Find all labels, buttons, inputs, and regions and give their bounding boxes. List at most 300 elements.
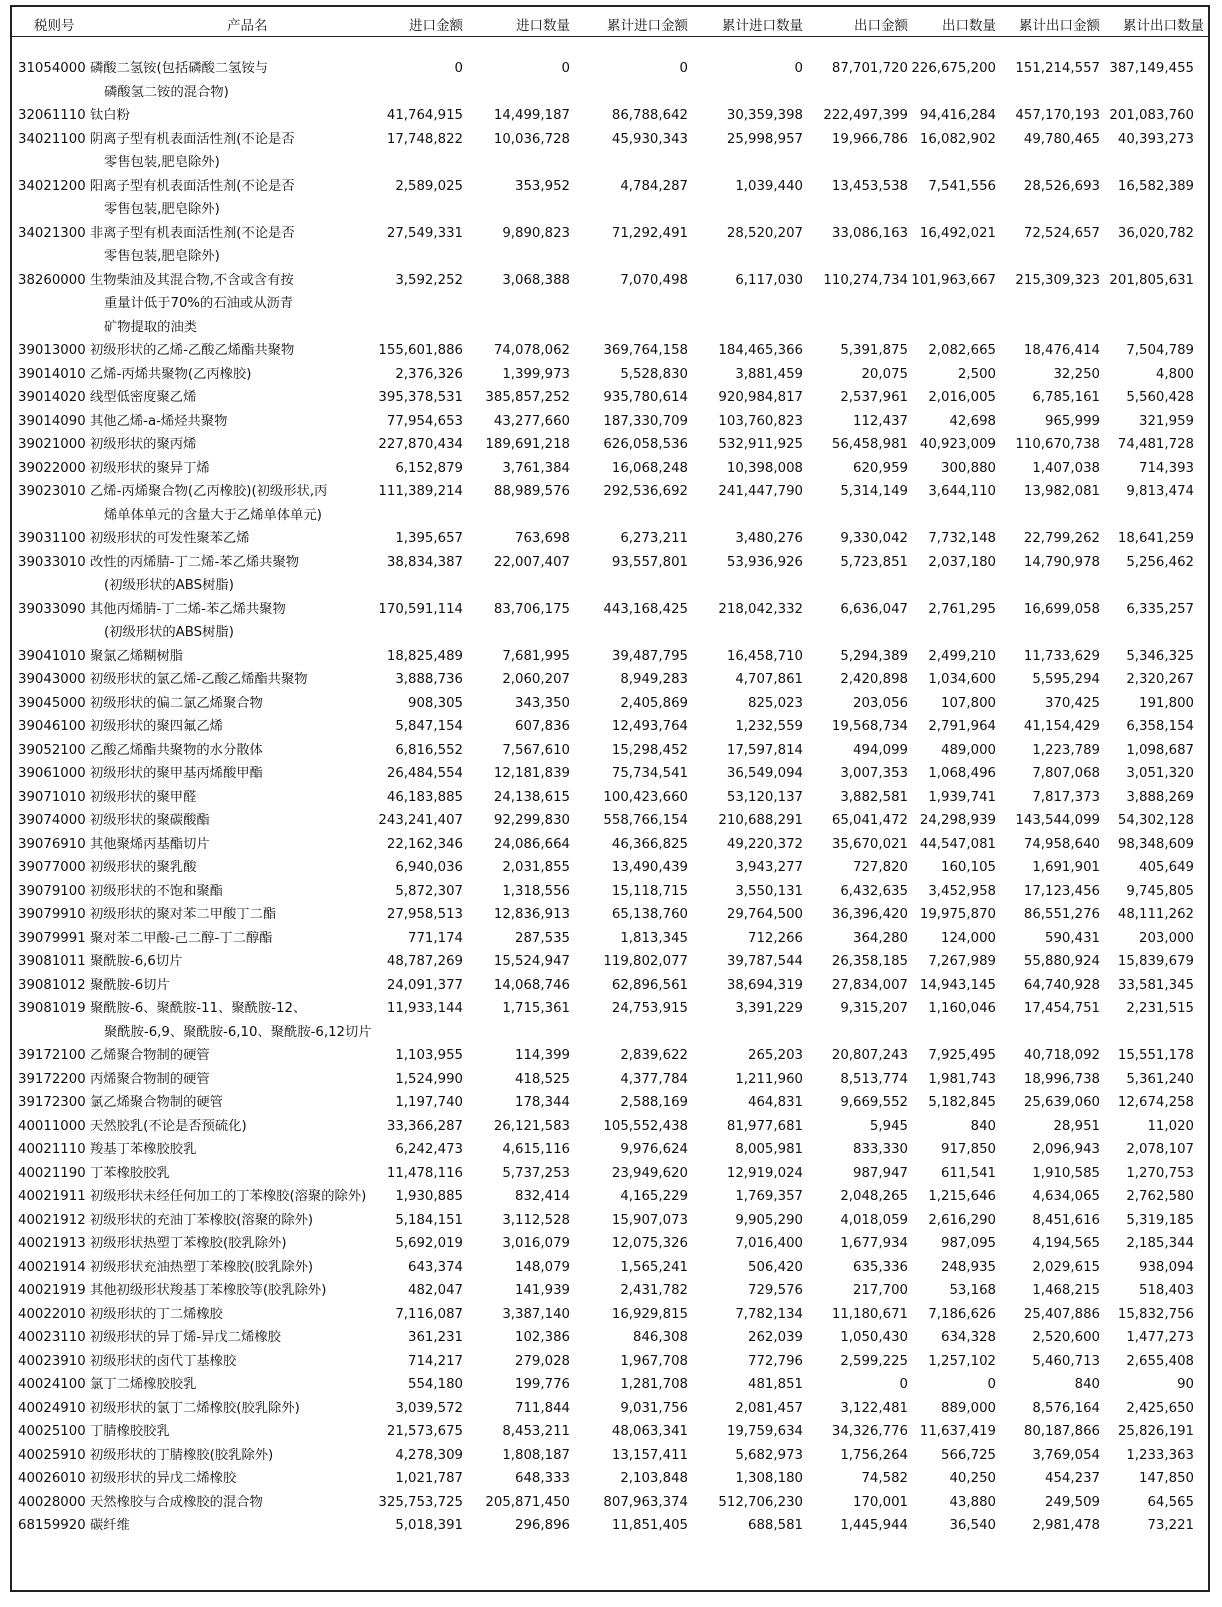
import-qty: 1,399,973 — [502, 366, 570, 382]
table-header — [12, 7, 1208, 37]
import-qty: 12,181,839 — [493, 766, 570, 781]
product-name — [90, 1091, 223, 1115]
cum-import-value: 5,528,830 — [620, 366, 688, 382]
tariff-code: 40021912 — [18, 1212, 86, 1228]
export-value: 5,294,389 — [840, 648, 908, 664]
export-qty: 566,725 — [941, 1447, 996, 1463]
product-name-line: 初级形状的丁二烯橡胶 — [90, 1306, 223, 1322]
cum-import-value: 62,896,561 — [611, 977, 688, 993]
tariff-code: 68159920 — [18, 1518, 86, 1533]
cum-import-qty: 688,581 — [748, 1518, 803, 1533]
cum-export-value: 86,551,276 — [1023, 907, 1100, 922]
cum-export-qty: 2,655,408 — [1126, 1353, 1194, 1369]
export-value: 33,086,163 — [831, 225, 908, 241]
cum-export-value: 72,524,657 — [1023, 225, 1100, 241]
product-name — [90, 128, 295, 175]
import-value: 3,039,572 — [395, 1400, 463, 1416]
product-name — [90, 269, 294, 340]
import-qty: 287,535 — [515, 930, 570, 946]
cum-import-qty: 5,682,973 — [735, 1447, 803, 1463]
cum-import-value: 16,929,815 — [611, 1306, 688, 1322]
cum-import-value: 4,784,287 — [620, 178, 688, 194]
tariff-code: 39014010 — [18, 366, 86, 382]
cum-export-value: 3,769,054 — [1032, 1447, 1100, 1463]
import-qty: 1,715,361 — [502, 1001, 570, 1016]
import-qty: 88,989,576 — [493, 484, 570, 499]
tariff-code: 40023910 — [18, 1353, 86, 1369]
cum-export-value: 2,096,943 — [1032, 1142, 1100, 1157]
tariff-code: 40025100 — [18, 1424, 86, 1439]
export-qty: 917,850 — [941, 1142, 996, 1157]
product-name — [90, 809, 210, 833]
cum-import-qty: 53,120,137 — [726, 789, 803, 805]
cum-import-value: 11,851,405 — [611, 1518, 688, 1533]
product-name-line: 其他初级形状羧基丁苯橡胶等(胶乳除外) — [90, 1283, 327, 1298]
cum-export-value: 4,634,065 — [1032, 1189, 1100, 1204]
export-qty: 1,981,743 — [928, 1071, 996, 1087]
tariff-code: 39076910 — [18, 836, 86, 852]
cum-import-value: 369,764,158 — [603, 343, 688, 358]
product-name-line: 改性的丙烯腈-丁二烯-苯乙烯共聚物 — [90, 554, 300, 570]
import-value: 5,692,019 — [395, 1236, 463, 1251]
export-value: 36,396,420 — [831, 907, 908, 922]
export-value: 222,497,399 — [823, 108, 908, 123]
cum-import-value: 935,780,614 — [603, 390, 688, 405]
product-name — [90, 1373, 196, 1397]
cum-export-qty: 64,565 — [1147, 1494, 1194, 1510]
product-name-line: 初级形状充油热塑丁苯橡胶(胶乳除外) — [90, 1259, 314, 1275]
export-qty: 14,943,145 — [919, 977, 996, 993]
product-name-line: 矿物提取的油类 — [104, 319, 198, 335]
import-qty: 7,681,995 — [502, 648, 570, 664]
product-name-line: 零售包装,肥皂除外) — [104, 202, 220, 217]
cum-import-qty: 265,203 — [748, 1048, 803, 1063]
cum-import-value: 1,813,345 — [620, 930, 688, 946]
header-cum-export-qty: 累计出口数量 — [1123, 18, 1204, 34]
cum-import-value: 13,490,439 — [611, 860, 688, 875]
export-qty: 7,732,148 — [928, 531, 996, 546]
cum-import-qty: 920,984,817 — [718, 390, 803, 405]
export-value: 26,358,185 — [831, 954, 908, 969]
product-name-line: 初级形状的聚碳酸酯 — [90, 813, 210, 828]
export-qty: 634,328 — [941, 1330, 996, 1345]
cum-import-value: 100,423,660 — [603, 789, 688, 805]
import-qty: 832,414 — [515, 1189, 570, 1204]
product-name-line: 零售包装,肥皂除外) — [104, 249, 220, 264]
import-qty: 83,706,175 — [493, 601, 570, 617]
export-value: 9,315,207 — [840, 1001, 908, 1016]
cum-export-qty: 5,346,325 — [1126, 648, 1194, 664]
cum-import-value: 2,588,169 — [620, 1095, 688, 1110]
cum-import-value: 75,734,541 — [611, 766, 688, 781]
import-qty: 26,121,583 — [493, 1118, 570, 1134]
export-value: 5,391,875 — [840, 343, 908, 358]
export-qty: 3,452,958 — [928, 883, 996, 899]
cum-export-qty: 48,111,262 — [1117, 907, 1194, 922]
import-qty: 178,344 — [515, 1095, 570, 1110]
export-qty: 987,095 — [941, 1236, 996, 1251]
cum-export-value: 80,187,866 — [1023, 1424, 1100, 1439]
export-qty: 2,616,290 — [928, 1212, 996, 1228]
cum-export-value: 454,237 — [1045, 1471, 1100, 1486]
cum-export-value: 2,981,478 — [1032, 1518, 1100, 1533]
cum-export-qty: 1,233,363 — [1126, 1447, 1194, 1463]
cum-import-qty: 7,016,400 — [735, 1236, 803, 1251]
export-value: 3,882,581 — [840, 789, 908, 805]
tariff-code: 39081012 — [18, 977, 86, 993]
product-name-line: 初级形状的氯丁二烯橡胶(胶乳除外) — [90, 1400, 300, 1416]
export-qty: 0 — [987, 1377, 996, 1392]
export-qty: 611,541 — [941, 1165, 996, 1181]
product-name-line: 零售包装,肥皂除外) — [104, 155, 220, 170]
export-qty: 11,637,419 — [919, 1424, 996, 1439]
cum-import-value: 12,493,764 — [611, 719, 688, 734]
import-qty: 3,016,079 — [502, 1236, 570, 1251]
product-name — [90, 880, 223, 904]
tariff-code: 40021919 — [18, 1283, 86, 1298]
cum-export-value: 7,817,373 — [1032, 789, 1100, 805]
export-qty: 1,068,496 — [928, 766, 996, 781]
tariff-code: 34021100 — [18, 131, 86, 147]
export-value: 87,701,720 — [831, 61, 908, 76]
import-value: 6,242,473 — [395, 1142, 463, 1157]
cum-export-qty: 73,221 — [1147, 1518, 1194, 1533]
product-name-line: 初级形状的聚乳酸 — [90, 860, 197, 875]
export-value: 112,437 — [853, 413, 908, 429]
product-name — [90, 386, 196, 410]
cum-import-qty: 25,998,957 — [726, 131, 803, 147]
tariff-code: 40028000 — [18, 1494, 86, 1510]
import-value: 1,930,885 — [395, 1189, 463, 1204]
export-qty: 36,540 — [949, 1518, 996, 1533]
cum-export-value: 7,807,068 — [1032, 766, 1100, 781]
product-name — [90, 1514, 130, 1538]
cum-import-value: 71,292,491 — [611, 225, 688, 241]
cum-import-value: 1,565,241 — [620, 1259, 688, 1275]
export-value: 203,056 — [853, 695, 908, 711]
import-qty: 1,808,187 — [502, 1447, 570, 1463]
cum-export-value: 32,250 — [1053, 366, 1100, 382]
export-value: 2,420,898 — [840, 672, 908, 687]
import-value: 714,217 — [408, 1353, 463, 1369]
export-qty: 889,000 — [941, 1400, 996, 1416]
cum-export-qty: 7,504,789 — [1126, 343, 1194, 358]
import-qty: 74,078,062 — [493, 343, 570, 358]
export-value: 74,582 — [861, 1471, 908, 1486]
export-qty: 1,160,046 — [928, 1001, 996, 1016]
import-value: 243,241,407 — [378, 813, 463, 828]
cum-export-value: 5,460,713 — [1032, 1353, 1100, 1369]
cum-import-value: 2,839,622 — [620, 1048, 688, 1063]
cum-import-qty: 3,943,277 — [735, 860, 803, 875]
import-value: 111,389,214 — [378, 484, 463, 499]
cum-import-value: 65,138,760 — [611, 907, 688, 922]
product-name-line: 乙烯-丙烯聚合物(乙丙橡胶)(初级形状,丙 — [90, 484, 328, 499]
product-name-line: 初级形状的聚四氟乙烯 — [90, 719, 223, 734]
import-qty: 279,028 — [515, 1353, 570, 1369]
tariff-code: 31054000 — [18, 61, 86, 76]
import-value: 48,787,269 — [386, 954, 463, 969]
tariff-code: 32061110 — [18, 108, 86, 123]
import-qty: 3,112,528 — [502, 1212, 570, 1228]
import-value: 24,091,377 — [386, 977, 463, 993]
import-value: 908,305 — [408, 695, 463, 711]
cum-export-value: 25,407,886 — [1023, 1306, 1100, 1322]
product-name-line: 聚酰胺-6、聚酰胺-11、聚酰胺-12、 — [90, 1001, 307, 1016]
import-value: 2,376,326 — [395, 366, 463, 382]
export-qty: 16,082,902 — [919, 131, 996, 147]
cum-export-qty: 203,000 — [1139, 930, 1194, 946]
import-value: 22,162,346 — [386, 836, 463, 852]
cum-export-qty: 40,393,273 — [1117, 131, 1194, 147]
cum-import-value: 105,552,438 — [603, 1118, 688, 1134]
product-name — [90, 457, 210, 481]
import-value: 4,278,309 — [395, 1447, 463, 1463]
cum-import-qty: 218,042,332 — [718, 601, 803, 617]
cum-export-value: 64,740,928 — [1023, 977, 1100, 993]
cum-export-qty: 191,800 — [1139, 695, 1194, 711]
cum-export-value: 215,309,323 — [1015, 272, 1100, 288]
cum-import-value: 9,031,756 — [620, 1400, 688, 1416]
cum-export-qty: 1,270,753 — [1126, 1165, 1194, 1181]
export-value: 494,099 — [853, 742, 908, 758]
cum-export-value: 2,029,615 — [1032, 1259, 1100, 1275]
product-name-line: 天然橡胶与合成橡胶的混合物 — [90, 1494, 263, 1510]
header-tariff-code: 税则号 — [34, 18, 75, 34]
export-qty: 53,168 — [949, 1283, 996, 1298]
export-value: 1,756,264 — [840, 1447, 908, 1463]
export-value: 6,432,635 — [840, 883, 908, 899]
export-value: 19,568,734 — [831, 719, 908, 734]
product-name-line: 初级形状的乙烯-乙酸乙烯酯共聚物 — [90, 343, 295, 358]
cum-export-value: 16,699,058 — [1023, 601, 1100, 617]
cum-export-value: 55,880,924 — [1023, 954, 1100, 969]
cum-export-value: 965,999 — [1045, 413, 1100, 429]
product-name — [90, 551, 299, 598]
export-value: 9,669,552 — [840, 1095, 908, 1110]
cum-export-qty: 2,185,344 — [1126, 1236, 1194, 1251]
product-name — [90, 1279, 326, 1303]
product-name-line: 乙烯聚合物制的硬管 — [90, 1048, 210, 1063]
export-value: 0 — [899, 1377, 908, 1392]
import-value: 5,018,391 — [395, 1518, 463, 1533]
cum-export-value: 8,451,616 — [1032, 1212, 1100, 1228]
tariff-code: 39033010 — [18, 554, 86, 570]
tariff-code: 40021190 — [18, 1165, 86, 1181]
product-name — [90, 762, 263, 786]
cum-export-qty: 3,051,320 — [1126, 766, 1194, 781]
import-qty: 607,836 — [515, 719, 570, 734]
cum-export-qty: 147,850 — [1139, 1471, 1194, 1486]
import-value: 5,872,307 — [395, 883, 463, 899]
cum-import-qty: 532,911,925 — [718, 437, 803, 452]
tariff-code: 40021913 — [18, 1236, 86, 1251]
cum-export-value: 110,670,738 — [1015, 437, 1100, 452]
import-qty: 199,776 — [515, 1377, 570, 1392]
import-value: 6,816,552 — [395, 742, 463, 758]
export-value: 4,018,059 — [840, 1212, 908, 1228]
import-qty: 12,836,913 — [493, 907, 570, 922]
export-qty: 107,800 — [941, 695, 996, 711]
export-qty: 2,082,665 — [928, 343, 996, 358]
product-name — [90, 1115, 247, 1139]
export-qty: 16,492,021 — [919, 225, 996, 241]
cum-export-qty: 9,745,805 — [1126, 883, 1194, 899]
product-name-line: 初级形状的不饱和聚酯 — [90, 883, 223, 899]
cum-export-value: 1,468,215 — [1032, 1283, 1100, 1298]
cum-import-qty: 38,694,319 — [726, 977, 803, 993]
product-name-line: 其他丙烯腈-丁二烯-苯乙烯共聚物 — [90, 601, 286, 617]
cum-import-value: 93,557,801 — [611, 554, 688, 570]
export-value: 110,274,734 — [823, 272, 908, 288]
cum-export-qty: 11,020 — [1147, 1118, 1194, 1134]
tariff-code: 39172200 — [18, 1071, 86, 1087]
product-name — [90, 692, 263, 716]
product-name-line: 初级形状热塑丁苯橡胶(胶乳除外) — [90, 1236, 287, 1251]
product-name-line: 非离子型有机表面活性剂(不论是否 — [90, 225, 295, 241]
cum-export-value: 6,785,161 — [1032, 390, 1100, 405]
product-name-line: 丁腈橡胶胶乳 — [90, 1424, 170, 1439]
export-value: 34,326,776 — [831, 1424, 908, 1439]
export-qty: 1,215,646 — [928, 1189, 996, 1204]
product-name-line: (初级形状的ABS树脂) — [104, 578, 234, 593]
cum-import-qty: 512,706,230 — [718, 1494, 803, 1510]
export-value: 2,537,961 — [840, 390, 908, 405]
export-qty: 40,250 — [949, 1471, 996, 1486]
import-value: 0 — [454, 61, 463, 76]
cum-import-value: 12,075,326 — [611, 1236, 688, 1251]
cum-import-qty: 712,266 — [748, 930, 803, 946]
import-value: 17,748,822 — [386, 131, 463, 147]
export-value: 620,959 — [853, 460, 908, 476]
cum-import-value: 24,753,915 — [611, 1001, 688, 1016]
import-value: 77,954,653 — [386, 413, 463, 429]
cum-export-value: 41,154,429 — [1023, 719, 1100, 734]
export-qty: 2,500 — [957, 366, 996, 382]
cum-import-qty: 12,919,024 — [726, 1165, 803, 1181]
cum-import-value: 7,070,498 — [620, 272, 688, 288]
cum-export-qty: 36,020,782 — [1117, 225, 1194, 241]
product-name-line: 初级形状的聚甲基丙烯酸甲酯 — [90, 766, 263, 781]
export-qty: 248,935 — [941, 1259, 996, 1275]
cum-export-qty: 6,358,154 — [1126, 719, 1194, 734]
cum-export-value: 2,520,600 — [1032, 1330, 1100, 1345]
cum-import-qty: 81,977,681 — [726, 1118, 803, 1134]
export-value: 1,677,934 — [840, 1236, 908, 1251]
import-qty: 22,007,407 — [493, 554, 570, 570]
export-value: 20,807,243 — [831, 1048, 908, 1063]
cum-import-value: 187,330,709 — [603, 413, 688, 429]
import-qty: 343,350 — [515, 695, 570, 711]
cum-import-value: 15,118,715 — [611, 883, 688, 899]
product-name — [90, 927, 272, 951]
cum-export-value: 28,526,693 — [1023, 178, 1100, 194]
header-cum-export-value: 累计出口金额 — [1019, 18, 1100, 34]
cum-import-value: 2,103,848 — [620, 1471, 688, 1486]
product-name — [90, 1326, 281, 1350]
tariff-code: 34021300 — [18, 225, 86, 241]
cum-export-qty: 3,888,269 — [1126, 789, 1194, 805]
import-value: 6,152,879 — [395, 460, 463, 476]
cum-import-qty: 184,465,366 — [718, 343, 803, 358]
export-value: 65,041,472 — [831, 813, 908, 828]
header-cum-import-value: 累计进口金额 — [607, 18, 688, 34]
header-export-value: 出口金额 — [854, 18, 908, 34]
cum-export-value: 143,544,099 — [1015, 813, 1100, 828]
import-value: 554,180 — [408, 1377, 463, 1392]
import-qty: 353,952 — [515, 178, 570, 194]
product-name — [90, 104, 130, 128]
tariff-code: 39077000 — [18, 860, 86, 875]
cum-import-qty: 16,458,710 — [726, 648, 803, 664]
export-value: 833,330 — [853, 1142, 908, 1157]
cum-export-qty: 714,393 — [1139, 460, 1194, 476]
cum-import-qty: 30,359,398 — [726, 108, 803, 123]
product-name-line: 阳离子型有机表面活性剂(不论是否 — [90, 178, 295, 194]
product-name-line: 线型低密度聚乙烯 — [90, 390, 197, 405]
cum-export-qty: 2,078,107 — [1126, 1142, 1194, 1157]
cum-import-value: 443,168,425 — [603, 601, 688, 617]
import-qty: 1,318,556 — [502, 883, 570, 899]
cum-import-value: 846,308 — [633, 1330, 688, 1345]
import-qty: 148,079 — [515, 1259, 570, 1275]
tariff-code: 39061000 — [18, 766, 86, 781]
cum-import-qty: 481,851 — [748, 1377, 803, 1392]
tariff-code: 39079100 — [18, 883, 86, 899]
cum-import-qty: 3,480,276 — [735, 531, 803, 546]
cum-import-value: 15,298,452 — [611, 742, 688, 758]
header-export-qty: 出口数量 — [942, 18, 996, 34]
product-name-line: 聚氯乙烯糊树脂 — [90, 648, 184, 664]
cum-export-qty: 25,826,191 — [1117, 1424, 1194, 1439]
export-qty: 226,675,200 — [911, 61, 996, 76]
product-name-line: 钛白粉 — [90, 108, 130, 123]
cum-export-qty: 74,481,728 — [1117, 437, 1194, 452]
product-name — [90, 1185, 366, 1209]
product-name-line: 初级形状的丁腈橡胶(胶乳除外) — [90, 1447, 274, 1463]
product-name — [90, 410, 227, 434]
cum-export-qty: 518,403 — [1139, 1283, 1194, 1298]
cum-export-value: 13,982,081 — [1023, 484, 1100, 499]
cum-export-value: 25,639,060 — [1023, 1095, 1100, 1110]
import-qty: 2,031,855 — [502, 860, 570, 875]
cum-import-qty: 28,520,207 — [726, 225, 803, 241]
cum-import-value: 39,487,795 — [611, 648, 688, 664]
tariff-code: 39172100 — [18, 1048, 86, 1063]
cum-export-value: 17,454,751 — [1023, 1001, 1100, 1016]
cum-export-qty: 405,649 — [1139, 860, 1194, 875]
export-value: 3,122,481 — [840, 1400, 908, 1416]
export-value: 2,599,225 — [840, 1353, 908, 1369]
tariff-code: 39014020 — [18, 390, 86, 405]
tariff-code: 38260000 — [18, 272, 86, 288]
import-value: 21,573,675 — [386, 1424, 463, 1439]
cum-export-qty: 2,425,650 — [1126, 1400, 1194, 1416]
product-name-line: 初级形状的异丁烯-异戊二烯橡胶 — [90, 1330, 281, 1345]
export-qty: 1,939,741 — [928, 789, 996, 805]
cum-import-value: 119,802,077 — [603, 954, 688, 969]
tariff-code: 39023010 — [18, 484, 86, 499]
product-name — [90, 527, 250, 551]
export-qty: 24,298,939 — [919, 813, 996, 828]
import-qty: 10,036,728 — [493, 131, 570, 147]
import-value: 46,183,885 — [386, 789, 463, 805]
cum-import-qty: 262,039 — [748, 1330, 803, 1345]
export-qty: 1,034,600 — [928, 672, 996, 687]
product-name-line: 磷酸氢二铵的混合物) — [104, 84, 229, 100]
import-value: 325,753,725 — [378, 1494, 463, 1510]
cum-export-value: 1,910,585 — [1032, 1165, 1100, 1181]
